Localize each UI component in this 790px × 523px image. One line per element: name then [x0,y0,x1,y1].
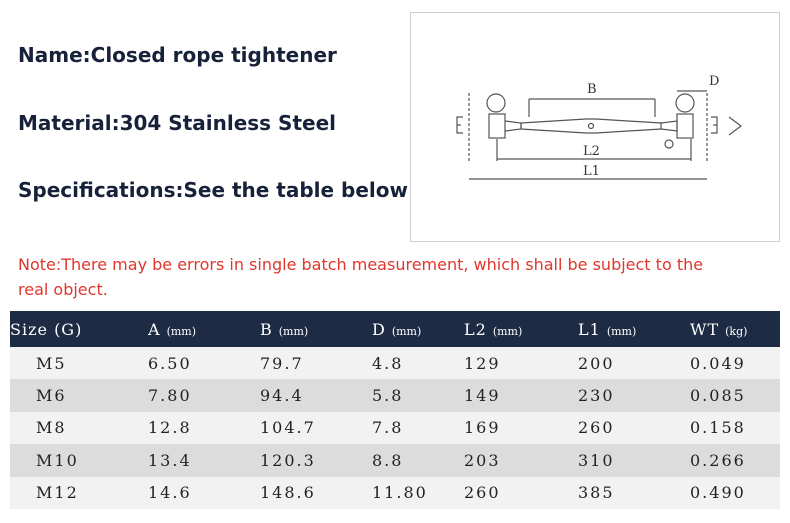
table-row [10,412,780,444]
cell-d: 8.8 [372,444,464,476]
right-jaw [677,114,693,138]
table-row [10,347,780,379]
label-l1: L1 [583,164,600,179]
cell-l1: 260 [578,412,690,444]
header-l2: L2 (mm) [464,311,578,347]
header-a: A (mm) [148,311,260,347]
measurement-note: Note:There may be errors in single batch measurement, which shall be subject to the real object. [18,255,704,299]
cell-size: M10 [10,444,148,476]
cell-l1: 310 [578,444,690,476]
cell-wt: 0.266 [690,444,780,476]
table-row [10,477,780,509]
header-b: B (mm) [260,311,372,347]
cell-wt: 0.158 [690,412,780,444]
cell-a: 13.4 [148,444,260,476]
table-row [10,444,780,476]
header-size: Size (G) [10,311,148,347]
cell-b: 148.6 [260,477,372,509]
rope-tightener-drawing [411,13,779,241]
product-name: Name:Closed rope tightener [18,43,337,67]
table-row [10,379,780,411]
right-pin [665,140,673,148]
cell-l1: 385 [578,477,690,509]
cell-l1: 230 [578,379,690,411]
cell-d: 4.8 [372,347,464,379]
tightener-body [521,119,661,133]
body-center-hole [589,124,594,129]
right-end-bracket [711,117,717,133]
cell-size: M12 [10,477,148,509]
left-neck [505,121,521,131]
header-wt: WT (kg) [690,311,780,347]
cell-b: 79.7 [260,347,372,379]
label-l2: L2 [583,144,600,159]
left-jaw [489,114,505,138]
cell-b: 94.4 [260,379,372,411]
cell-a: 14.6 [148,477,260,509]
product-specifications: Specifications:See the table below [18,178,408,202]
right-ring [676,94,694,112]
cell-b: 104.7 [260,412,372,444]
cell-d: 5.8 [372,379,464,411]
cell-d: 11.80 [372,477,464,509]
header-d: D (mm) [372,311,464,347]
cell-l2: 129 [464,347,578,379]
cell-size: M5 [10,347,148,379]
specifications-table [10,311,780,509]
cell-d: 7.8 [372,412,464,444]
cell-l2: 149 [464,379,578,411]
cell-l2: 169 [464,412,578,444]
cell-a: 12.8 [148,412,260,444]
cell-l2: 203 [464,444,578,476]
left-end-bracket [457,117,463,133]
label-b: B [587,82,597,97]
cell-b: 120.3 [260,444,372,476]
right-neck [661,121,677,131]
cell-wt: 0.085 [690,379,780,411]
header-l1: L1 (mm) [578,311,690,347]
cell-a: 7.80 [148,379,260,411]
cell-a: 6.50 [148,347,260,379]
cell-l1: 200 [578,347,690,379]
left-ring [487,94,505,112]
right-arrow [729,117,741,135]
product-material: Material:304 Stainless Steel [18,111,336,135]
cell-size: M6 [10,379,148,411]
cell-size: M8 [10,412,148,444]
cell-wt: 0.490 [690,477,780,509]
rope-tightener-diagram [410,12,780,242]
table-header-row [10,311,780,347]
label-d: D [709,74,720,89]
cell-wt: 0.049 [690,347,780,379]
cell-l2: 260 [464,477,578,509]
